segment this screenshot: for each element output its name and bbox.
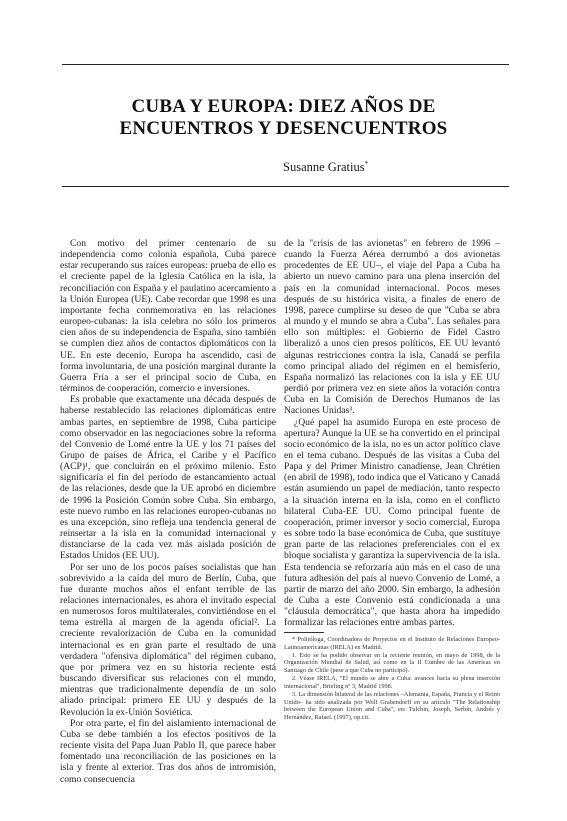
body-paragraph: Por otra parte, el fin del aislamiento internacional de Cuba se debe también a los efectos positivos de la reciente visita del Papa Juan Pablo II, que parece haber fomentado una reconciliación de las posiciones en la isla y frente al exterior. Tras dos años de intromisión, como consecuencia bbox=[60, 717, 276, 785]
author-byline bbox=[280, 160, 513, 175]
article-title-line-2: ENCUENTROS Y DESENCUENTROS bbox=[119, 118, 448, 139]
footnotes bbox=[284, 636, 500, 722]
body-paragraph: de la "crisis de las avionetas" en febrero de 1996 –cuando la Fuerza Aérea derrumbó a dos avionetas procedentes de EE UU–, el viaje del Papa a Cuba ha abierto un nuevo camino para una plena inserción del país en la comunidad internacional. Pocos meses después de su histórica visita, a finales de enero de 1998, parece cumplirse su deseo de que "Cuba se abra al mundo y el mundo se abra a Cuba". Las señales para ello son múltiples: el Gobierno de Fidel Castro liberalizó a unos cien presos políticos, EE UU levantó algunas restricciones contra la isla, Canadá se perfila como principal aliado del régimen en el hemisferio, España normalizó las relaciones con la isla y EE UU perdió por primera vez en siete años la votación contra Cuba en la Comisión de Derechos Humanos de las Naciones Unidas³. bbox=[284, 238, 500, 417]
body-paragraph: Con motivo del primer centenario de su independencia como colonia española, Cuba parece estar recuperando sus raíces europeas: prueba de ello es el creciente papel de la Iglesia Católica en la isla, la reconciliación con España y el paulatino acercamiento a la Unión Europea (UE). Cabe recordar que 1998 es una importante fecha conmemorativa en las relaciones europeo-cubanas: la isla celebra no sólo los primeros cien años de su independencia de España, sino también se cumplen diez años de contactos diplomáticos con la UE. En este decenio, Europa ha ascendido, casi de forma involuntaria, de una posición marginal durante la Guerra Fría a ser el principal socio de Cuba, en términos de cooperación, comercio e inversiones. bbox=[60, 238, 276, 395]
body-column-right bbox=[284, 238, 500, 628]
top-rule bbox=[62, 64, 509, 65]
footnote-separator bbox=[284, 632, 324, 633]
body-column-left bbox=[60, 238, 276, 785]
article-title-line-1: CUBA Y EUROPA: DIEZ AÑOS DE bbox=[131, 96, 436, 117]
footnote: 1. Esto se ha podido observar en la reciente reunión, en mayo de 1998, de la Organización Mundial de Salud, así como en la II Cumbre de las Américas en Santiago de Chile (pese a que Cuba no participó). bbox=[284, 651, 500, 674]
footnote: * Politóloga, Coordinadora de Proyectos en el Instituto de Relaciones Europeo-Latinoamericanas (IRELA) en Madrid. bbox=[284, 636, 500, 651]
author-name: Susanne Gratius bbox=[283, 160, 365, 175]
author-footnote-marker: * bbox=[364, 160, 369, 168]
footnote: 2. Véase IRELA, "El mundo se abre a Cuba: avances hacia su plena inserción internacional", Briefing nº 3, Madrid 1998. bbox=[284, 675, 500, 690]
body-paragraph: Por ser uno de los pocos países socialistas que han sobrevivido a la caída del muro de Berlín, Cuba, que fue durante muchos años el enfant terrible de las relaciones internacionales, es ahora el invitado especial en numerosos foros multilaterales, convirtiéndose en el tema estrella al margen de la agenda oficial². La creciente revalorización de Cuba en la comunidad internacional es en gran parte el resultado de una verdadera "ofensiva diplomática" del régimen cubano, que por primera vez en su historia reciente está buscando diversificar sus relaciones con el mundo, mientras que tradicionalmente dependía de un solo aliado principal: primero EE UU y después de la Revolución la ex-Unión Soviética. bbox=[60, 561, 276, 718]
header-divider-rule bbox=[62, 186, 509, 187]
body-paragraph: ¿Qué papel ha asumido Europa en este proceso de apertura? Aunque la UE se ha convertido en el principal socio económico de la isla, no es un actor político clave en el tema cubano. Después de las visitas a Cuba del Papa y del Primer Ministro canadiense, Jean Chrétien (en abril de 1998), todo indica que el Vaticano y Canadá están asumiendo un papel de mediación, tanto respecto a la situación interna en la isla, como en el conflicto bilateral Cuba-EE UU. Como principal fuente de cooperación, primer inversor y socio comercial, Europa es sobre todo la base económica de Cuba, que sustituye gran parte de las relaciones preferenciales con el ex bloque socialista y garantiza la supervivencia de la isla. Esta tendencia se reforzaría aún más en el caso de una futura adhesión del país al nuevo Convenio de Lomé, a partir de marzo del año 2000. Sin embargo, la adhesión de Cuba a este Convenio está condicionada a una "cláusula democrática", que hasta ahora ha impedido formalizar las relaciones entre ambas partes. bbox=[284, 416, 500, 629]
body-paragraph: Es probable que exactamente una década después de haberse restablecido las relaciones diplomáticas entre ambas partes, en septiembre de 1998, Cuba participe como observador en las negociaciones sobre la reforma del Convenio de Lomé entre la UE y los 71 países del Grupo de países de África, el Caribe y el Pacífico (ACP)¹, que concluirán en el próximo milenio. Esto significaría el fin del período de estancamiento actual de las relaciones, desde que la UE aprobó en diciembre de 1996 la Posición Común sobre Cuba. Sin embargo, este nuevo rumbo en las relaciones europeo-cubanas no es una excepción, sino refleja una tendencia general de reinsertar a la isla en la comunidad internacional y distanciarse de la cada vez más aislada posición de Estados Unidos (EE UU). bbox=[60, 394, 276, 562]
footnote: 3. La dimensión bilateral de las relaciones –Alemania, España, Francia y el Reino Unido– ha sido analizada por Wolf Grabendorff en su artículo "The Relationship between the European Union and Cuba", en: Tulchin, Joseph, Serbín, Andrés y Hernández, Rafael. (1997), op.cit. bbox=[284, 690, 500, 721]
